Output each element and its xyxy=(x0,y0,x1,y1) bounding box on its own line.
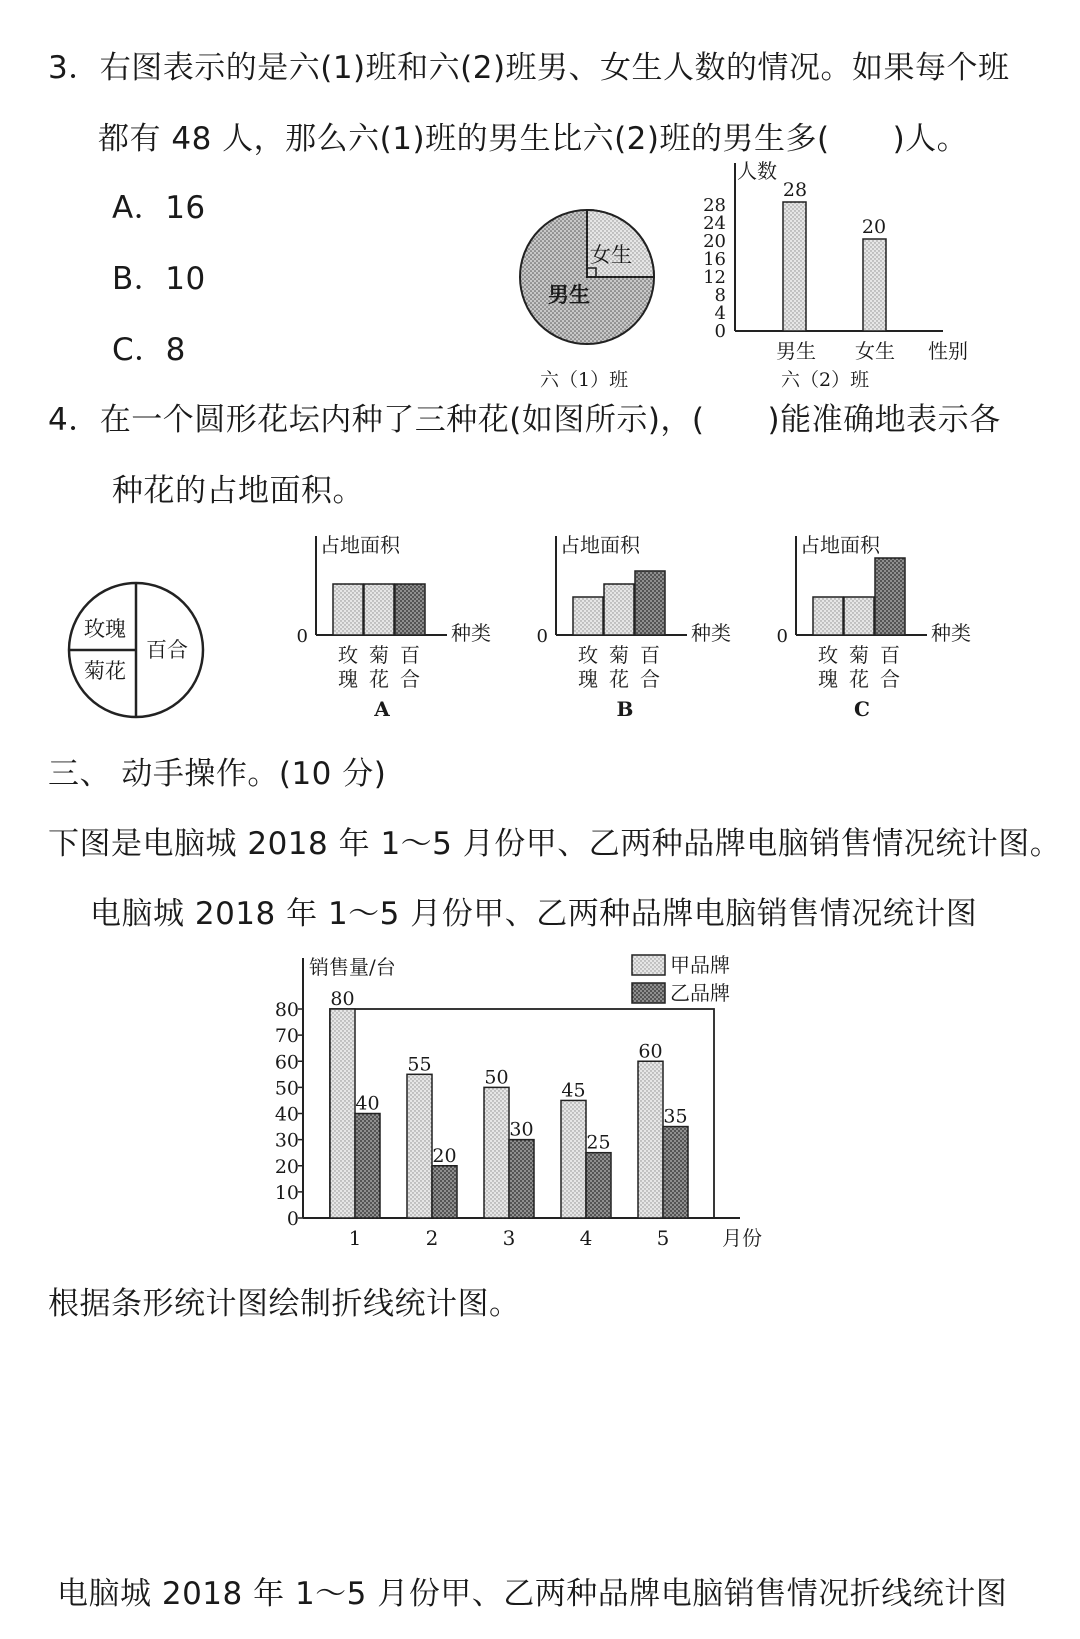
chart-label-a: A xyxy=(374,697,390,721)
q4-chart-a xyxy=(297,533,491,721)
q3-pie-chart xyxy=(520,210,654,391)
y-tick-label: 40 xyxy=(274,1103,299,1126)
svg-text:花: 花 xyxy=(849,667,869,691)
y-tick-label: 0 xyxy=(286,1208,299,1230)
bar-yi-month-5 xyxy=(663,1127,688,1218)
bar-lily xyxy=(635,571,665,635)
svg-text:合: 合 xyxy=(880,667,900,691)
bar-girls xyxy=(863,239,886,331)
x-tick-label-boys: 男生 xyxy=(776,339,816,363)
svg-text:玫: 玫 xyxy=(818,643,838,667)
bar-caption: 六（2）班 xyxy=(781,369,870,391)
svg-text:玫: 玫 xyxy=(578,643,598,667)
bar-chrysanthemum xyxy=(604,584,634,635)
q3-line1: 3．右图表示的是六(1)班和六(2)班男、女生人数的情况。如果每个班 xyxy=(48,50,1010,86)
zero-label: 0 xyxy=(296,626,308,647)
svg-text:合: 合 xyxy=(400,667,420,691)
bar-chrysanthemum xyxy=(844,597,874,635)
bar-value-label: 20 xyxy=(432,1144,457,1167)
svg-text:种类: 种类 xyxy=(931,621,971,645)
svg-text:种类: 种类 xyxy=(691,621,731,645)
y-axis-label: 人数 xyxy=(737,159,777,183)
svg-text:玫: 玫 xyxy=(338,643,358,667)
svg-text:菊: 菊 xyxy=(849,643,869,667)
bar-value-label: 50 xyxy=(484,1066,509,1089)
y-tick-label: 80 xyxy=(274,999,299,1021)
x-tick-label-girls: 女生 xyxy=(855,339,895,363)
line-chart-title: 电脑城 2018 年 1～5 月份甲、乙两种品牌电脑销售情况折线统计图 xyxy=(57,1576,1008,1612)
q4-line1: 4．在一个圆形花坛内种了三种花(如图所示)，( )能准确地表示各 xyxy=(48,402,1001,438)
q4-chart-c xyxy=(777,533,971,721)
legend-swatch-jia xyxy=(632,955,665,975)
x-tick-label: 2 xyxy=(425,1226,439,1250)
y-tick-label: 16 xyxy=(703,249,726,270)
q3-option-b: B．10 xyxy=(112,261,206,297)
legend-label-yi: 乙品牌 xyxy=(670,981,730,1005)
q4-flower-circle xyxy=(69,583,203,717)
legend xyxy=(632,953,730,1005)
bar-value-label: 45 xyxy=(561,1079,586,1102)
y-tick-labels xyxy=(275,999,303,1230)
bar-yi-month-2 xyxy=(432,1166,457,1218)
bar-value-label: 30 xyxy=(509,1118,534,1141)
bar-value-label: 40 xyxy=(355,1092,380,1115)
label-chrysanthemum: 菊花 xyxy=(84,659,126,683)
legend-swatch-yi xyxy=(632,983,665,1003)
y-tick-label: 4 xyxy=(714,303,726,324)
sales-chart-title: 电脑城 2018 年 1～5 月份甲、乙两种品牌电脑销售情况统计图 xyxy=(90,896,978,932)
chart-label-c: C xyxy=(854,697,870,721)
y-tick-label: 12 xyxy=(703,267,726,288)
y-tick-label: 20 xyxy=(703,231,726,252)
y-tick-labels xyxy=(703,195,726,342)
sales-bar-chart xyxy=(275,953,762,1250)
chart-label-b: B xyxy=(616,697,634,721)
x-axis-label: 性别 xyxy=(928,339,968,363)
bar-value-label: 35 xyxy=(663,1105,688,1128)
bar-yi-month-4 xyxy=(586,1153,611,1218)
y-tick-label: 30 xyxy=(274,1129,299,1152)
bar-value-girls: 20 xyxy=(861,216,887,238)
svg-text:百: 百 xyxy=(640,643,660,667)
label-rose: 玫瑰 xyxy=(84,617,126,641)
bar-jia-month-5 xyxy=(638,1061,663,1218)
svg-text:瑰: 瑰 xyxy=(818,667,838,691)
bar-value-boys: 28 xyxy=(782,179,808,201)
svg-text:瑰: 瑰 xyxy=(578,667,598,691)
legend-label-jia: 甲品牌 xyxy=(670,953,730,977)
bar-jia-month-1 xyxy=(330,1009,355,1218)
bar-yi-month-3 xyxy=(509,1140,534,1218)
y-tick-label: 20 xyxy=(274,1155,299,1178)
svg-text:菊: 菊 xyxy=(369,643,389,667)
bar-yi-month-1 xyxy=(355,1114,380,1219)
y-tick-label: 50 xyxy=(274,1077,299,1100)
svg-text:花: 花 xyxy=(369,667,389,691)
x-tick-label: 1 xyxy=(348,1226,362,1250)
pie-label-girls: 女生 xyxy=(590,243,632,267)
svg-text:0: 0 xyxy=(536,626,548,647)
bar-rose xyxy=(813,597,843,635)
bar-jia-month-2 xyxy=(407,1074,432,1218)
q4-chart-b xyxy=(537,533,731,721)
y-tick-label: 10 xyxy=(274,1181,299,1204)
x-tick-label: 5 xyxy=(656,1226,670,1250)
bar-value-label: 60 xyxy=(638,1040,663,1063)
bar-jia-month-3 xyxy=(484,1087,509,1218)
bar-chrysanthemum xyxy=(364,584,394,635)
pie-caption: 六（1）班 xyxy=(540,369,629,391)
bar-lily xyxy=(395,584,425,635)
x-tick-labels xyxy=(349,1226,670,1250)
bar-boys xyxy=(783,202,806,331)
svg-text:瑰: 瑰 xyxy=(338,667,358,691)
svg-text:百: 百 xyxy=(400,643,420,667)
q3-option-a: A．16 xyxy=(112,190,206,226)
x-axis-label: 月份 xyxy=(722,1226,762,1250)
q3-line2: 都有 48 人，那么六(1)班的男生比六(2)班的男生多( )人。 xyxy=(98,121,969,157)
bar-value-label: 80 xyxy=(330,988,355,1010)
bar-rose xyxy=(573,597,603,635)
svg-text:百: 百 xyxy=(880,643,900,667)
x-axis-label: 种类 xyxy=(451,621,491,645)
y-tick-label: 60 xyxy=(274,1051,299,1074)
bar-value-label: 55 xyxy=(407,1053,432,1076)
section3-heading: 三、 动手操作。(10 分) xyxy=(48,756,387,792)
bar-lily xyxy=(875,558,905,635)
svg-text:菊: 菊 xyxy=(609,643,629,667)
svg-text:花: 花 xyxy=(609,667,629,691)
y-tick-label: 24 xyxy=(703,213,726,234)
section3-intro: 下图是电脑城 2018 年 1～5 月份甲、乙两种品牌电脑销售情况统计图。 xyxy=(48,826,1062,862)
q4-line2: 种花的占地面积。 xyxy=(112,473,364,509)
label-lily: 百合 xyxy=(146,638,188,662)
y-tick-label: 0 xyxy=(714,321,726,342)
svg-text:合: 合 xyxy=(640,667,660,691)
bar-rose xyxy=(333,584,363,635)
svg-text:占地面积: 占地面积 xyxy=(800,533,880,557)
svg-text:占地面积: 占地面积 xyxy=(560,533,640,557)
x-tick-label: 4 xyxy=(579,1226,593,1250)
bar-jia-month-4 xyxy=(561,1100,586,1218)
y-axis-label: 销售量/台 xyxy=(309,955,396,979)
q3-option-c: C．8 xyxy=(112,332,186,368)
y-tick-label: 8 xyxy=(714,285,726,306)
x-tick-label: 3 xyxy=(502,1226,516,1250)
q3-bar-chart xyxy=(703,159,968,391)
section3-task: 根据条形统计图绘制折线统计图。 xyxy=(48,1286,521,1322)
y-tick-label: 28 xyxy=(703,195,726,216)
y-tick-label: 70 xyxy=(274,1025,299,1048)
y-axis-label: 占地面积 xyxy=(320,533,400,557)
svg-text:0: 0 xyxy=(776,626,788,647)
bar-value-label: 25 xyxy=(586,1131,611,1154)
pie-label-boys: 男生 xyxy=(548,282,590,307)
